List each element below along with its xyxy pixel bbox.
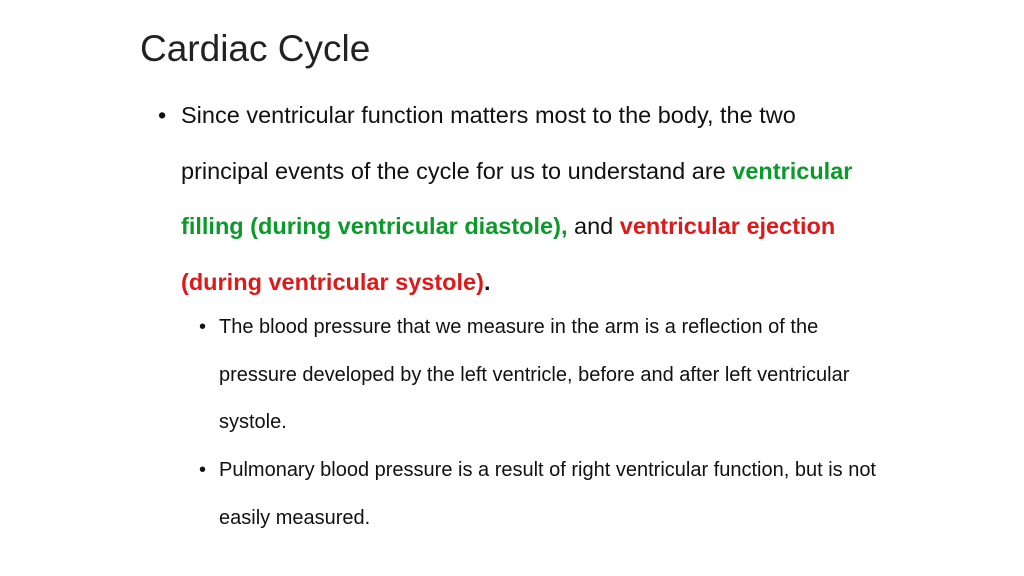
bullet-marker: •: [158, 102, 167, 128]
bullet-period: .: [483, 268, 491, 295]
highlight-ventricular-filling: ventricular filling (during ventricular diastole),: [181, 157, 853, 239]
sub-bullet-arm-pressure: [199, 304, 879, 447]
bullet-ventricular-function: [158, 88, 878, 310]
sub-bullet-pulmonary-pressure: [199, 447, 879, 542]
sub-bullet-text: The blood pressure that we measure in the arm is a reflection of the pressure developed by the left ventricle, before and after left ventricular systole.: [219, 316, 850, 433]
bullet-text: [181, 88, 878, 310]
sub-bullet-text: Pulmonary blood pressure is a result of right ventricular function, but is not easily measured.: [219, 459, 876, 529]
slide-title: Cardiac Cycle: [140, 28, 371, 69]
bullet-text-intro: Since ventricular function matters most to the body, the two principal events of the cycle for us to understand are: [181, 102, 796, 184]
highlight-ventricular-ejection: ventricular ejection (during ventricular systole): [181, 213, 836, 295]
sub-bullet-marker: •: [199, 459, 207, 481]
bullet-text-and: and: [567, 213, 620, 239]
sub-bullet-marker: •: [199, 316, 207, 338]
